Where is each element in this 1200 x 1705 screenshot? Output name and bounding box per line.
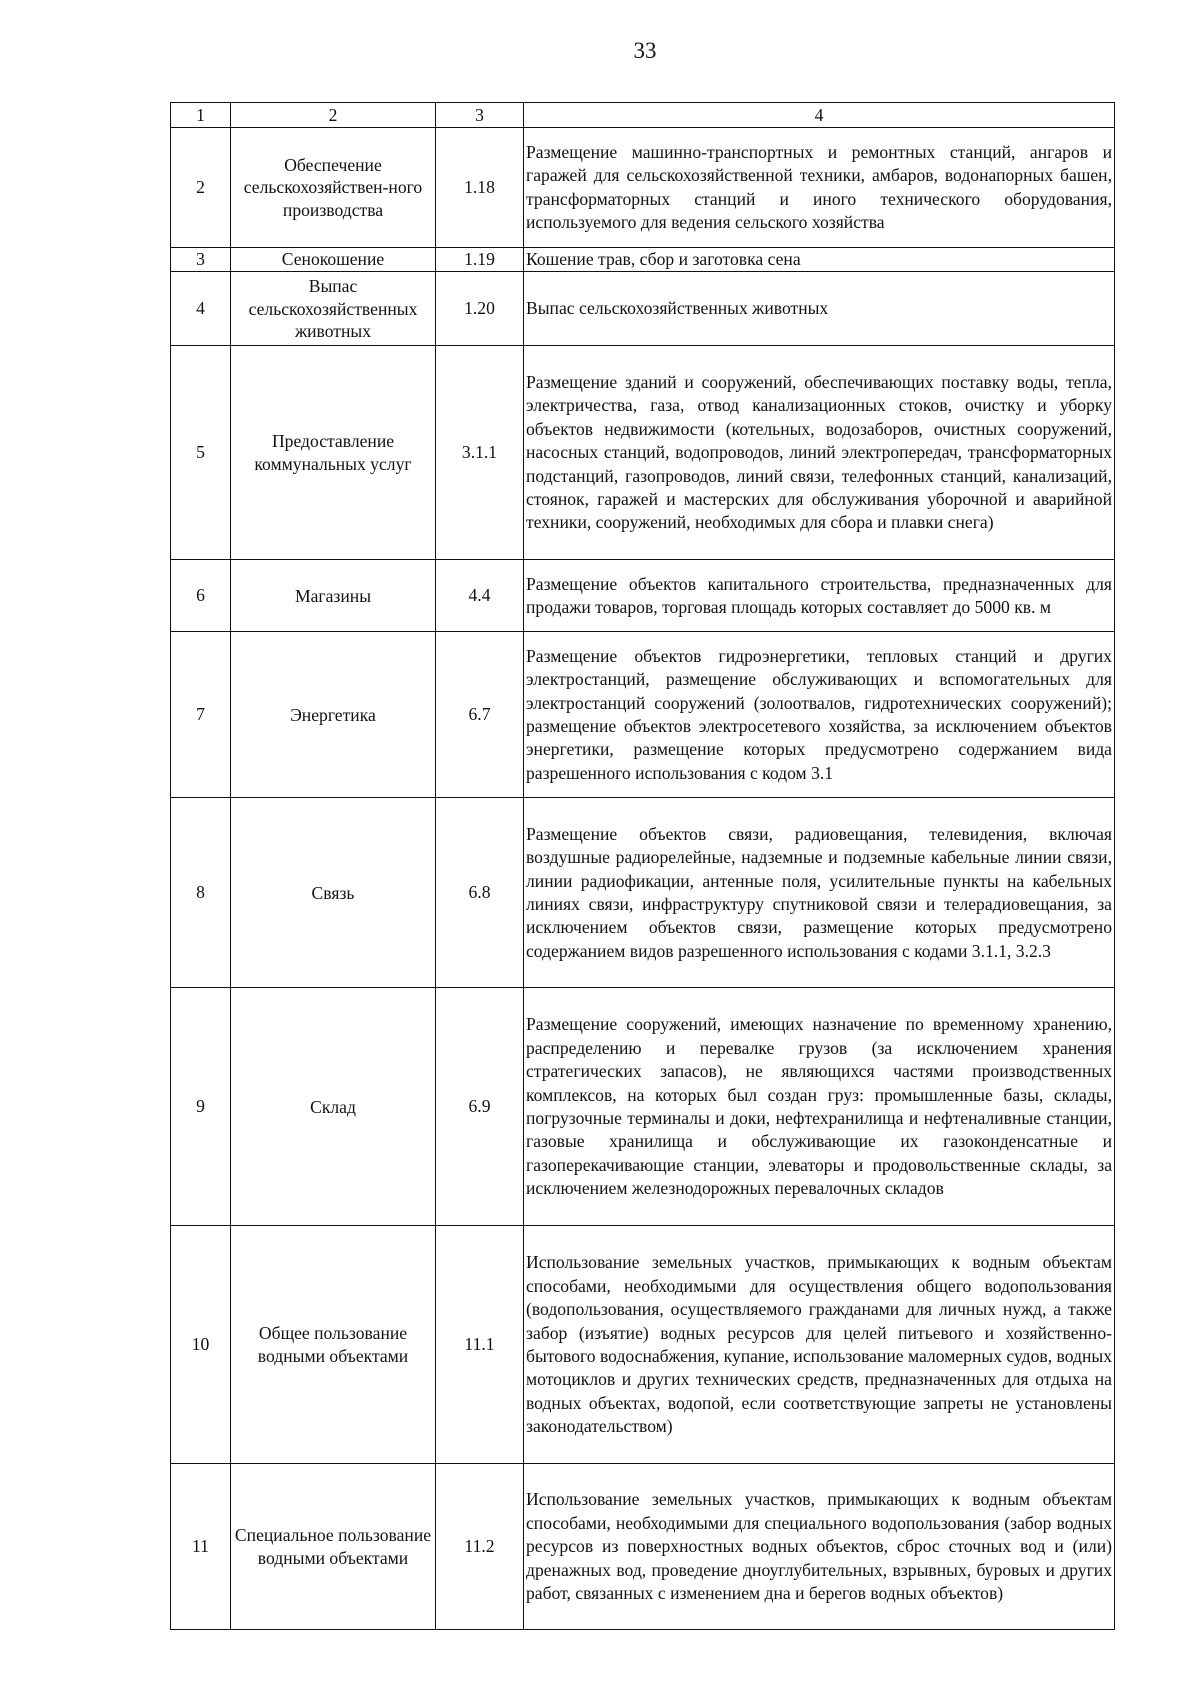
use-type-description: Размещение зданий и сооружений, обеспечивающих поставку воды, тепла, электричества, газа, отвод канализационных стоков, очистку и уборку объектов недвижимости (котельных, водозаборов, очистных сооружений, насосных станций, водопроводов, линий электропередач, трансформаторных подстанций, газопроводов, линий связи, телефонных станций, канализаций, стоянок, гаражей и мастерских для обслуживания уборочной и аварийной техники, сооружений, необходимых для сбора и плавки снега) <box>524 346 1115 560</box>
use-type-name: Выпас сельскохозяйственных животных <box>231 272 436 346</box>
table-row <box>171 1226 1115 1464</box>
use-type-code: 3.1.1 <box>436 346 524 560</box>
row-number: 3 <box>171 248 231 272</box>
use-type-description: Размещение объектов гидроэнергетики, тепловых станций и других электростанций, размещение обслуживающих и вспомогательных для электростанций сооружений (золоотвалов, гидротехнических сооружений); размещение объектов электросетевого хозяйства, за исключением объектов энергетики, размещение которых предусмотрено содержанием вида разрешенного использования с кодом 3.1 <box>524 632 1115 798</box>
row-number: 9 <box>171 988 231 1226</box>
use-type-code: 1.19 <box>436 248 524 272</box>
use-type-description: Размещение машинно-транспортных и ремонтных станций, ангаров и гаражей для сельскохозяйственной техники, амбаров, водонапорных башен, трансформаторных станций и иного технического оборудования, используемого для ведения сельского хозяйства <box>524 128 1115 248</box>
table-row <box>171 560 1115 632</box>
column-header: 4 <box>524 103 1115 128</box>
use-type-description: Размещение объектов связи, радиовещания, телевидения, включая воздушные радиорелейные, надземные и подземные кабельные линии связи, линии радиофикации, антенные поля, усилительные пункты на кабельных линиях связи, инфраструктуру спутниковой связи и телерадиовещания, за исключением объектов связи, размещение которых предусмотрено содержанием видов разрешенного использования с кодами 3.1.1, 3.2.3 <box>524 798 1115 988</box>
row-number: 5 <box>171 346 231 560</box>
use-type-name: Связь <box>231 798 436 988</box>
use-type-name: Склад <box>231 988 436 1226</box>
use-type-description: Кошение трав, сбор и заготовка сена <box>524 248 1115 272</box>
row-number: 2 <box>171 128 231 248</box>
column-header: 3 <box>436 103 524 128</box>
row-number: 10 <box>171 1226 231 1464</box>
row-number: 8 <box>171 798 231 988</box>
use-type-name: Магазины <box>231 560 436 632</box>
use-type-description: Использование земельных участков, примыкающих к водным объектам способами, необходимыми для осуществления общего водопользования (водопользования, осуществляемого гражданами для личных нужд, а также забор (изъятие) водных ресурсов для целей питьевого и хозяйственно-бытового водоснабжения, купание, использование маломерных судов, водных мотоциклов и других технических средств, предназначенных для отдыха на водных объектах, водопой, если соответствующие запреты не установлены законодательством) <box>524 1226 1115 1464</box>
use-type-description: Использование земельных участков, примыкающих к водным объектам способами, необходимыми для специального водопользования (забор водных ресурсов из поверхностных водных объектов, сброс сточных вод и (или) дренажных вод, проведение дноуглубительных, взрывных, буровых и других работ, связанных с изменением дна и берегов водных объектов) <box>524 1464 1115 1630</box>
use-type-name: Специальное пользование водными объектами <box>231 1464 436 1630</box>
table-row <box>171 1464 1115 1630</box>
table-row <box>171 632 1115 798</box>
use-type-name: Энергетика <box>231 632 436 798</box>
page-number: 33 <box>633 38 657 63</box>
use-type-name: Обеспечение сельскохозяйствен-ного производства <box>231 128 436 248</box>
table-row <box>171 798 1115 988</box>
table-row <box>171 988 1115 1226</box>
use-type-name: Сенокошение <box>231 248 436 272</box>
row-number: 4 <box>171 272 231 346</box>
use-type-code: 11.2 <box>436 1464 524 1630</box>
table-row <box>171 248 1115 272</box>
use-type-name: Предоставление коммунальных услуг <box>231 346 436 560</box>
row-number: 6 <box>171 560 231 632</box>
row-number: 11 <box>171 1464 231 1630</box>
table-row <box>171 272 1115 346</box>
use-type-description: Размещение объектов капитального строительства, предназначенных для продажи товаров, торговая площадь которых составляет до 5000 кв. м <box>524 560 1115 632</box>
use-type-code: 6.7 <box>436 632 524 798</box>
table-row <box>171 346 1115 560</box>
use-type-code: 6.8 <box>436 798 524 988</box>
column-header: 2 <box>231 103 436 128</box>
use-type-code: 1.20 <box>436 272 524 346</box>
use-type-code: 1.18 <box>436 128 524 248</box>
use-type-description: Выпас сельскохозяйственных животных <box>524 272 1115 346</box>
use-type-name: Общее пользование водными объектами <box>231 1226 436 1464</box>
row-number: 7 <box>171 632 231 798</box>
use-type-description: Размещение сооружений, имеющих назначение по временному хранению, распределению и перевалке грузов (за исключением хранения стратегических запасов), не являющихся частями производственных комплексов, на которых был создан груз: промышленные базы, склады, погрузочные терминалы и доки, нефтехранилища и нефтеналивные станции, газовые хранилища и обслуживающие их газоконденсатные и газоперекачивающие станции, элеваторы и продовольственные склады, за исключением железнодорожных перевалочных складов <box>524 988 1115 1226</box>
column-header: 1 <box>171 103 231 128</box>
use-type-code: 4.4 <box>436 560 524 632</box>
table-header-row <box>171 103 1115 128</box>
use-type-code: 11.1 <box>436 1226 524 1464</box>
use-type-code: 6.9 <box>436 988 524 1226</box>
table-row <box>171 128 1115 248</box>
land-use-table <box>170 102 1115 1630</box>
